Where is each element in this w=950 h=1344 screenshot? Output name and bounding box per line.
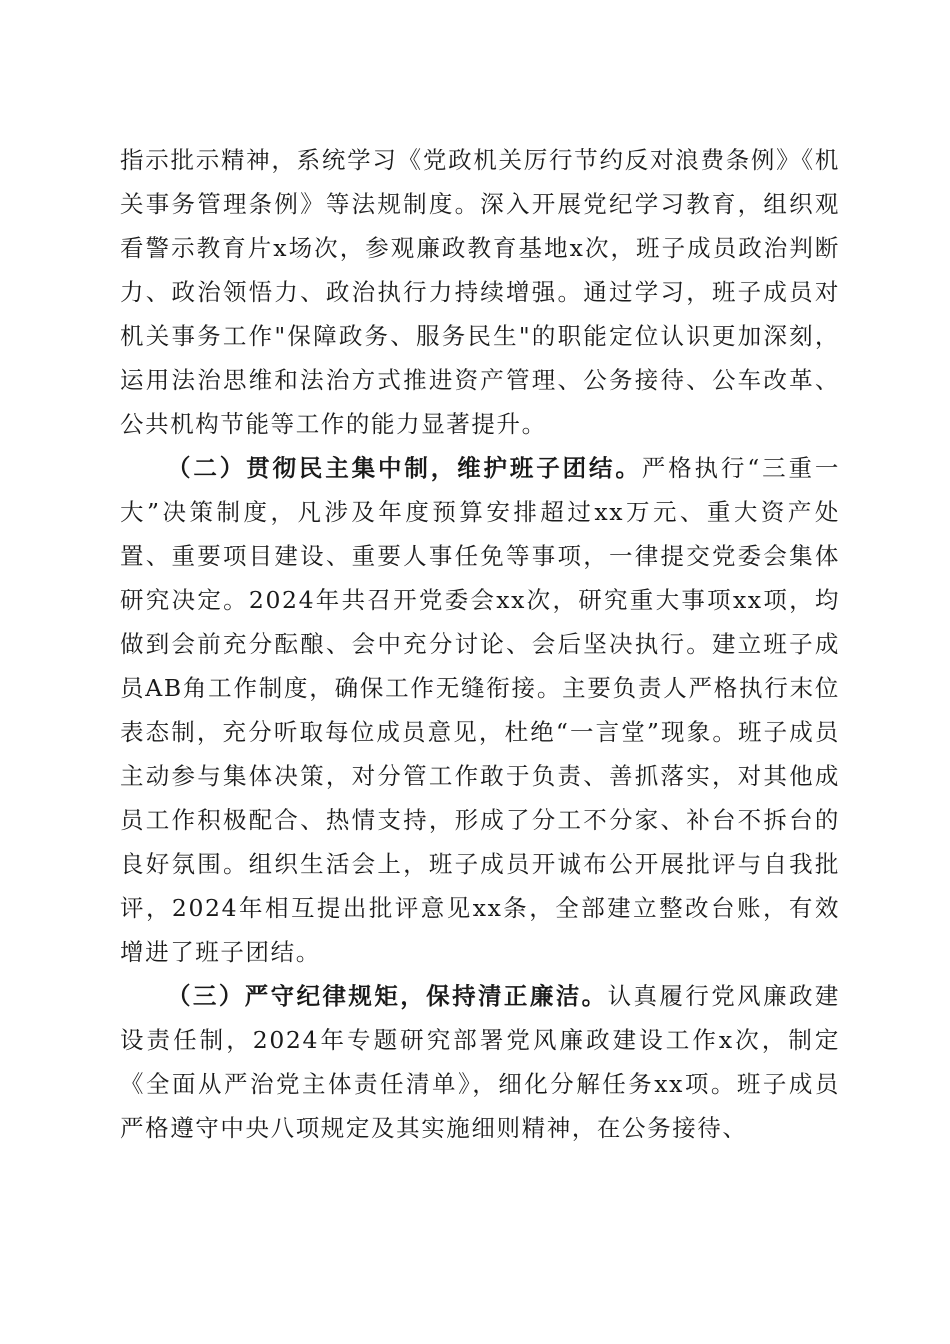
paragraph-2 [120,446,840,974]
paragraph-1 [120,138,840,446]
paragraph-2-heading: （二）贯彻民主集中制，维护班子团结。 [167,454,642,482]
paragraph-1-body: 指示批示精神，系统学习《党政机关厉行节约反对浪费条例》《机关事务管理条例》等法规制度。深入开展党纪学习教育，组织观看警示教育片x场次，参观廉政教育基地x次，班子成员政治判断力、政治领悟力、政治执行力持续增强。通过学习，班子成员对机关事务工作"保障政务、服务民生"的职能定位认识更加深刻，运用法治思维和法治方式推进资产管理、公务接待、公车改革、公共机构节能等工作的能力显著提升。 [120,146,840,438]
paragraph-3-body: 认真履行党风廉政建设责任制，2024年专题研究部署党风廉政建设工作x次，制定《全面从严治党主体责任清单》，细化分解任务xx项。班子成员严格遵守中央八项规定及其实施细则精神，在公务接待、 [120,982,841,1142]
document-page [120,138,840,1150]
paragraph-3-heading: （三）严守纪律规矩，保持清正廉洁。 [167,982,608,1010]
paragraph-2-body: 严格执行“三重一大”决策制度，凡涉及年度预算安排超过xx万元、重大资产处置、重要项目建设、重要人事任免等事项，一律提交党委会集体研究决定。2024年共召开党委会xx次，研究重大事项xx项，均做到会前充分酝酿、会中充分讨论、会后坚决执行。建立班子成员AB角工作制度，确保工作无缝衔接。主要负责人严格执行末位表态制，充分听取每位成员意见，杜绝“一言堂”现象。班子成员主动参与集体决策，对分管工作敢于负责、善抓落实，对其他成员工作积极配合、热情支持，形成了分工不分家、补台不拆台的良好氛围。组织生活会上，班子成员开诚布公开展批评与自我批评，2024年相互提出批评意见xx条，全部建立整改台账，有效增进了班子团结。 [120,454,840,966]
paragraph-3 [120,974,840,1150]
